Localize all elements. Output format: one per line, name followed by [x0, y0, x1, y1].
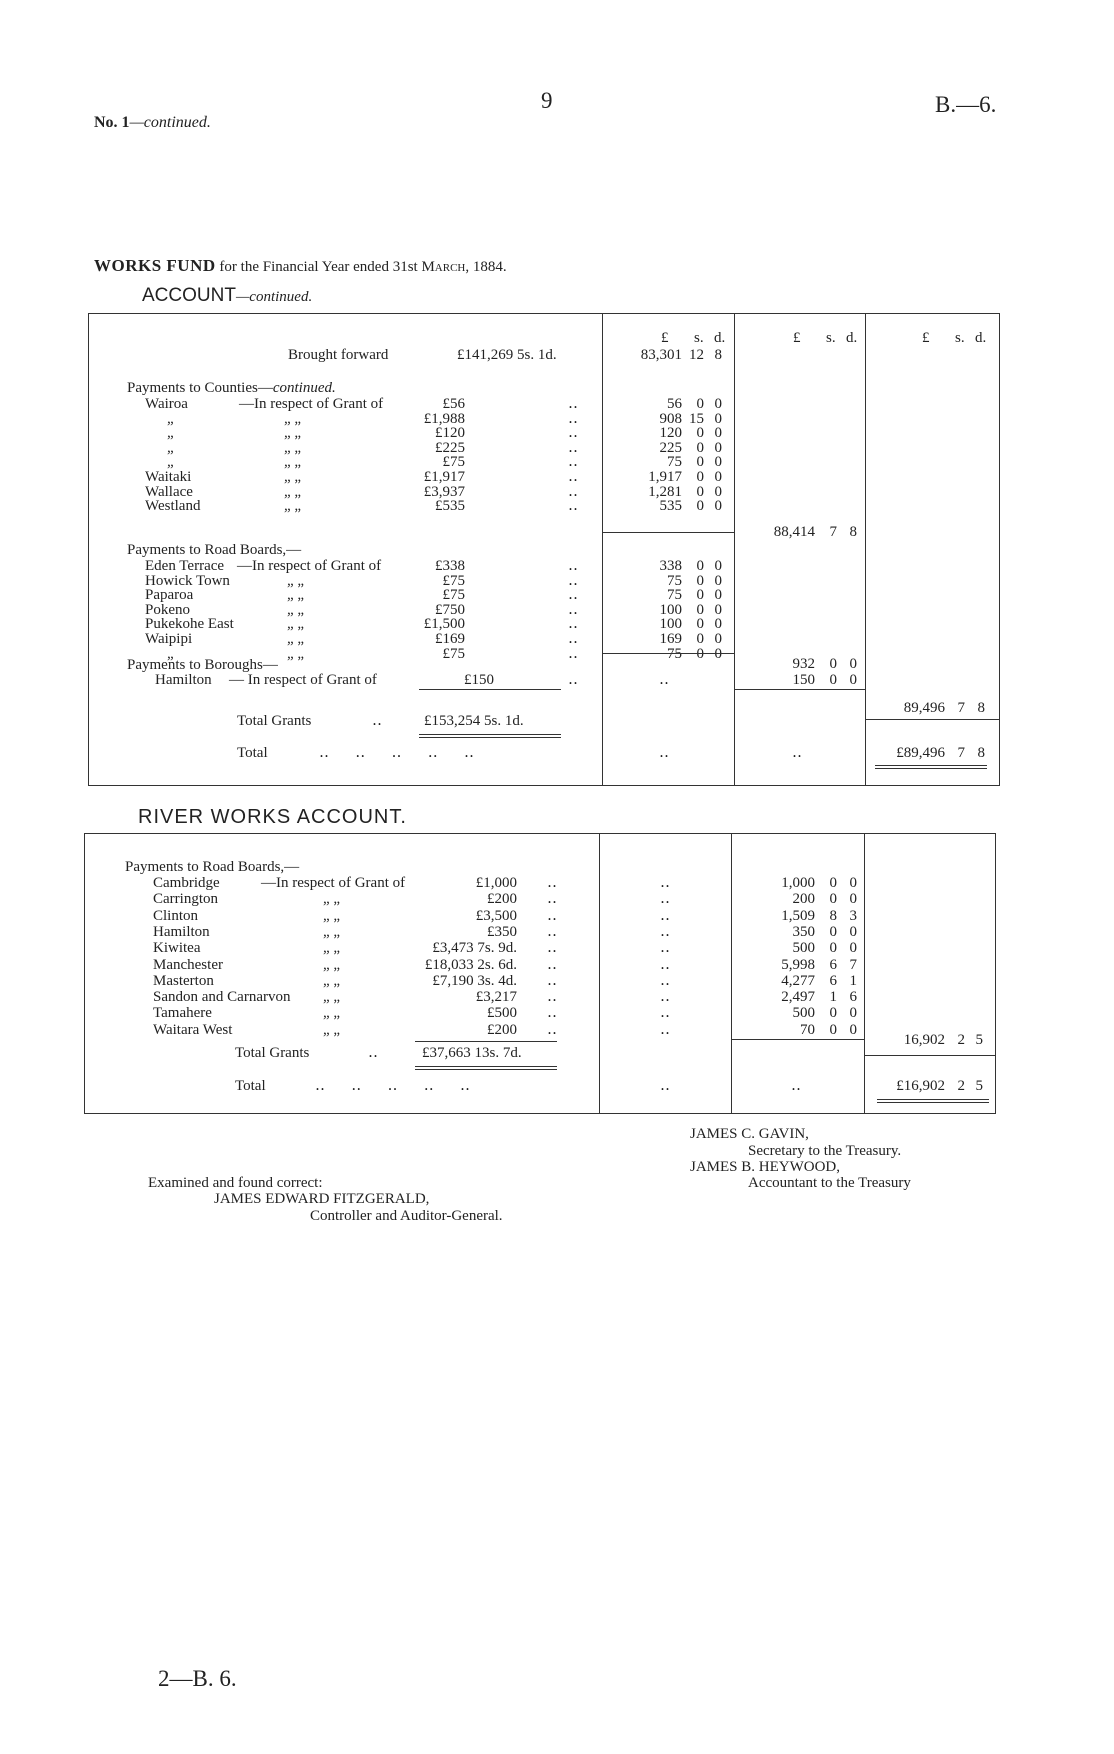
road-board-pounds: 169 — [659, 631, 682, 647]
river-row-pounds: 200 — [792, 891, 815, 908]
leader-dots: ‥ — [547, 940, 558, 957]
river-row-shillings: 0 — [829, 940, 837, 957]
river-row-grant: £200 — [487, 1021, 517, 1038]
grand-col3-pounds: 89,496 — [903, 700, 945, 716]
river-row-grant: £200 — [487, 891, 517, 908]
total-pounds: £89,496 — [896, 745, 945, 761]
total-pence: 8 — [977, 745, 985, 761]
county-pounds: 535 — [659, 498, 682, 515]
leader-dots: ‥ — [372, 713, 383, 729]
river-row-name: Tamahere — [153, 1005, 212, 1022]
county-respect: „ „ — [284, 469, 302, 485]
leader-dots: ‥ — [547, 1021, 558, 1038]
county-name: Wallace — [145, 483, 193, 500]
brought-forward-pounds: 83,301 — [640, 347, 682, 363]
borough-grant: £150 — [464, 672, 494, 688]
borough-name: Hamilton — [155, 672, 212, 688]
river-row-grant: £500 — [487, 1005, 517, 1022]
river-row-name: Clinton — [153, 907, 199, 924]
river-row-pounds: 350 — [792, 923, 815, 940]
road-board-shillings: 0 — [696, 558, 704, 574]
road-board-respect: „ „ — [287, 572, 305, 589]
road-board-pence: 0 — [714, 558, 722, 574]
river-row-respect: „ „ — [323, 1005, 341, 1022]
county-shillings: 0 — [696, 483, 704, 500]
works-fund-title-rest: for the Financial Year ended 31st — [215, 259, 422, 275]
leader-dots: ‥ — [660, 907, 671, 924]
borough-respect: — In respect of Grant of — [229, 672, 377, 688]
county-grant: £75 — [442, 454, 465, 471]
gavin-title: Secretary to the Treasury. — [748, 1143, 902, 1159]
river-row-respect: „ „ — [323, 1021, 341, 1038]
county-pounds: 908 — [659, 410, 682, 427]
river-col2-rule — [732, 1039, 864, 1040]
river-row-pence: 0 — [849, 1005, 857, 1022]
river-row-pounds: 70 — [800, 1021, 815, 1038]
road-board-pounds: 100 — [659, 616, 682, 633]
leader-dots: ‥ — [660, 956, 671, 973]
counties-heading-text: Payments to Counties— — [127, 380, 273, 396]
leader-dots: ‥ — [659, 745, 670, 761]
road-board-name: Eden Terrace — [145, 558, 225, 574]
examined-label: Examined and found correct: — [148, 1175, 323, 1191]
river-row-shillings: 0 — [829, 875, 837, 891]
leader-dots: ‥ — [568, 616, 579, 633]
brought-forward-shillings: 12 — [689, 347, 704, 363]
river-row-respect: „ „ — [323, 923, 341, 940]
leader-dots: ‥ — [660, 1078, 671, 1094]
county-pounds: 1,281 — [648, 483, 682, 500]
road-boards-subtotal-rule — [603, 653, 734, 654]
col2-header-s: s. — [826, 330, 836, 346]
leader-dots: ‥ — [568, 469, 579, 485]
road-board-shillings: 0 — [696, 587, 704, 604]
river-row-pounds: 1,509 — [781, 907, 815, 924]
road-board-grant: £75 — [442, 572, 465, 589]
col-divider — [731, 833, 732, 1113]
col2-header-pound: £ — [793, 330, 801, 346]
road-board-pounds: 100 — [659, 601, 682, 618]
road-board-name: Pukekohe East — [145, 616, 234, 633]
leader-dots: ‥ — [547, 923, 558, 940]
col-divider — [599, 833, 600, 1113]
account-title-text: ACCOUNT — [142, 285, 236, 306]
river-row-pence: 0 — [849, 875, 857, 891]
grants-rule — [419, 689, 561, 690]
river-total-grants-label: Total Grants — [235, 1045, 310, 1061]
road-board-pounds: 338 — [659, 558, 682, 574]
road-board-grant: £750 — [435, 601, 465, 618]
river-col3-pence: 5 — [975, 1032, 983, 1048]
river-row-name: Hamilton — [153, 923, 210, 940]
leader-dots: ‥ — [547, 972, 558, 989]
river-top-rule — [85, 833, 995, 834]
road-board-respect: —In respect of Grant of — [237, 558, 382, 574]
boroughs-heading: Payments to Boroughs— — [127, 657, 278, 673]
leader-dots: ‥ — [568, 396, 579, 412]
road-board-shillings: 0 — [696, 645, 704, 662]
total-grants-value: £153,254 5s. 1d. — [424, 713, 524, 729]
road-board-shillings: 0 — [696, 601, 704, 618]
road-board-name: Waipipi — [145, 631, 193, 647]
river-works-table — [84, 833, 996, 1114]
river-row-respect: „ „ — [323, 989, 341, 1006]
brought-forward-pence: 8 — [714, 347, 722, 363]
leader-dots: ‥ ‥ ‥ ‥ ‥ — [315, 1078, 471, 1094]
county-respect: „ „ — [284, 454, 302, 471]
river-row-grant: £3,473 7s. 9d. — [432, 940, 517, 957]
river-row-pounds: 1,000 — [781, 875, 815, 891]
county-pence: 0 — [714, 469, 722, 485]
county-shillings: 0 — [696, 498, 704, 515]
road-board-name: Paparoa — [145, 587, 194, 604]
county-pence: 0 — [714, 410, 722, 427]
col1-header-d: d. — [714, 330, 726, 346]
county-shillings: 0 — [696, 396, 704, 412]
river-total-pence: 5 — [975, 1078, 983, 1094]
county-name: „ — [167, 439, 174, 456]
page-number: 9 — [541, 88, 553, 113]
river-row-shillings: 0 — [829, 1021, 837, 1038]
river-row-pence: 0 — [849, 923, 857, 940]
leader-dots: ‥ — [660, 923, 671, 940]
road-board-grant: £75 — [442, 587, 465, 604]
total-grants-double-rule — [419, 734, 561, 738]
leader-dots: ‥ — [660, 891, 671, 908]
county-respect: „ „ — [284, 425, 302, 442]
road-board-pence: 0 — [714, 587, 722, 604]
leader-dots: ‥ — [660, 1005, 671, 1022]
leader-dots: ‥ — [547, 956, 558, 973]
leader-dots: ‥ — [547, 989, 558, 1006]
counties-total-shillings: 7 — [829, 524, 837, 540]
river-row-shillings: 8 — [829, 907, 837, 924]
borough-pounds: 150 — [792, 672, 815, 688]
col3-header-d: d. — [975, 330, 987, 346]
county-grant: £1,917 — [423, 469, 465, 485]
works-fund-title-year: , 1884. — [465, 259, 507, 275]
works-fund-title — [94, 256, 507, 276]
road-board-shillings: 0 — [696, 631, 704, 647]
leader-dots: ‥ — [568, 425, 579, 442]
col1-header-pound: £ — [661, 330, 669, 346]
fitzgerald-title: Controller and Auditor-General. — [310, 1208, 503, 1224]
leader-dots: ‥ — [368, 1045, 379, 1061]
leader-dots: ‥ — [660, 940, 671, 957]
works-fund-title-month: March — [421, 259, 466, 275]
river-row-grant: £18,033 2s. 6d. — [424, 956, 517, 973]
road-board-respect: „ „ — [287, 631, 305, 647]
counties-total-pence: 8 — [849, 524, 857, 540]
footer-code: 2—B. 6. — [158, 1666, 237, 1691]
river-total-grants-value: £37,663 13s. 7d. — [422, 1045, 522, 1061]
county-pounds: 75 — [667, 454, 682, 471]
leader-dots: ‥ — [660, 875, 671, 891]
river-works-title: RIVER WORKS ACCOUNT. — [138, 806, 407, 828]
continued-label — [94, 114, 211, 132]
total-double-rule — [875, 765, 987, 769]
river-grants-double-rule — [415, 1066, 557, 1070]
leader-dots: ‥ — [568, 558, 579, 574]
leader-dots: ‥ — [568, 601, 579, 618]
county-respect: „ „ — [284, 483, 302, 500]
leader-dots: ‥ — [568, 483, 579, 500]
river-row-respect: —In respect of Grant of — [261, 875, 406, 891]
road-board-shillings: 0 — [696, 616, 704, 633]
continued-no: No. 1 — [94, 114, 130, 131]
county-name: Westland — [145, 498, 201, 515]
county-respect: —In respect of Grant of — [239, 396, 384, 412]
river-total-double-rule — [877, 1099, 989, 1103]
leader-dots: ‥ — [659, 672, 670, 688]
continued-word: —continued. — [129, 114, 211, 131]
col2-header-d: d. — [846, 330, 858, 346]
works-fund-title-bold: WORKS FUND — [94, 256, 216, 275]
leader-dots: ‥ — [547, 875, 558, 891]
road-board-grant: £338 — [435, 558, 465, 574]
leader-dots: ‥ — [547, 907, 558, 924]
account-title — [142, 285, 312, 307]
heywood-name: JAMES B. HEYWOOD, — [690, 1159, 840, 1175]
county-shillings: 15 — [689, 410, 704, 427]
river-row-name: Manchester — [153, 956, 223, 973]
county-pence: 0 — [714, 439, 722, 456]
total-grants-label: Total Grants — [237, 713, 312, 729]
leader-dots: ‥ — [547, 891, 558, 908]
road-board-respect: „ „ — [287, 645, 305, 662]
road-board-respect: „ „ — [287, 616, 305, 633]
leader-dots: ‥ — [568, 439, 579, 456]
col-divider — [864, 833, 865, 1113]
brought-forward-label: Brought forward — [288, 347, 389, 363]
county-name: „ — [167, 425, 174, 442]
road-board-pence: 0 — [714, 572, 722, 589]
col3-total-rule — [866, 719, 999, 720]
col2-total-rule — [735, 689, 865, 690]
road-boards-total-pounds: 932 — [792, 656, 815, 672]
road-boards-total-pence: 0 — [849, 656, 857, 672]
county-shillings: 0 — [696, 469, 704, 485]
county-pounds: 1,917 — [648, 469, 682, 485]
river-row-pounds: 500 — [792, 940, 815, 957]
county-grant: £120 — [435, 425, 465, 442]
road-board-pence: 0 — [714, 616, 722, 633]
river-row-pounds: 2,497 — [781, 989, 815, 1006]
leader-dots: ‥ — [568, 410, 579, 427]
road-board-pounds: 75 — [667, 587, 682, 604]
county-pence: 0 — [714, 498, 722, 515]
river-row-pence: 0 — [849, 1021, 857, 1038]
county-grant: £3,937 — [423, 483, 465, 500]
counties-heading-continued: continued. — [272, 380, 336, 396]
total-shillings: 7 — [957, 745, 965, 761]
col1-header-s: s. — [694, 330, 704, 346]
col-divider — [865, 314, 866, 785]
leader-dots: ‥ — [660, 972, 671, 989]
leader-dots: ‥ — [568, 645, 579, 662]
leader-dots: ‥ — [568, 631, 579, 647]
borough-pence: 0 — [849, 672, 857, 688]
river-row-pence: 0 — [849, 891, 857, 908]
heywood-title: Accountant to the Treasury — [748, 1175, 911, 1191]
gavin-name: JAMES C. GAVIN, — [690, 1126, 809, 1142]
county-pounds: 225 — [659, 439, 682, 456]
road-board-name: Howick Town — [145, 572, 230, 589]
river-row-shillings: 6 — [829, 972, 837, 989]
county-pounds: 56 — [667, 396, 682, 412]
leader-dots: ‥ — [568, 498, 579, 515]
county-name: „ — [167, 410, 174, 427]
river-row-name: Waitara West — [153, 1021, 233, 1038]
county-grant: £56 — [442, 396, 465, 412]
river-row-pence: 1 — [849, 972, 857, 989]
river-row-pence: 6 — [849, 989, 857, 1006]
river-row-shillings: 0 — [829, 1005, 837, 1022]
river-row-pounds: 4,277 — [781, 972, 815, 989]
county-grant: £225 — [435, 439, 465, 456]
road-board-pounds: 75 — [667, 645, 682, 662]
road-board-pounds: 75 — [667, 572, 682, 589]
river-row-name: Masterton — [153, 972, 214, 989]
works-fund-table — [88, 313, 1000, 786]
road-boards-heading: Payments to Road Boards,— — [127, 542, 302, 558]
river-row-grant: £350 — [487, 923, 517, 940]
borough-shillings: 0 — [829, 672, 837, 688]
river-total-pounds: £16,902 — [896, 1078, 945, 1094]
county-shillings: 0 — [696, 439, 704, 456]
river-row-name: Carrington — [153, 891, 218, 908]
leader-dots: ‥ — [791, 1078, 802, 1094]
county-pence: 0 — [714, 396, 722, 412]
river-grants-rule — [415, 1041, 557, 1042]
river-row-pence: 3 — [849, 907, 857, 924]
brought-forward-grant: £141,269 5s. 1d. — [457, 347, 557, 363]
counties-subtotal-rule — [603, 532, 734, 533]
river-row-pence: 7 — [849, 956, 857, 973]
river-row-pence: 0 — [849, 940, 857, 957]
col-divider — [602, 314, 603, 785]
county-name: Waitaki — [145, 469, 192, 485]
river-row-name: Cambridge — [153, 875, 220, 891]
leader-dots: ‥ — [660, 989, 671, 1006]
leader-dots: ‥ — [792, 745, 803, 761]
col-divider — [734, 314, 735, 785]
river-row-grant: £3,500 — [475, 907, 517, 924]
river-row-respect: „ „ — [323, 940, 341, 957]
river-col3-rule — [865, 1055, 995, 1056]
river-row-name: Sandon and Carnarvon — [153, 989, 291, 1006]
river-row-shillings: 1 — [829, 989, 837, 1006]
county-shillings: 0 — [696, 454, 704, 471]
total-label: Total — [237, 745, 268, 761]
grand-col3-shillings: 7 — [957, 700, 965, 716]
river-row-grant: £1,000 — [475, 875, 517, 891]
county-name: „ — [167, 454, 174, 471]
fitzgerald-name: JAMES EDWARD FITZGERALD, — [214, 1191, 430, 1207]
river-row-shillings: 0 — [829, 923, 837, 940]
river-row-name: Kiwitea — [153, 940, 201, 957]
counties-total-pounds: 88,414 — [773, 524, 815, 540]
river-heading: Payments to Road Boards,— — [125, 859, 300, 875]
leader-dots: ‥ — [547, 1005, 558, 1022]
leader-dots: ‥ — [660, 1021, 671, 1038]
road-board-grant: £75 — [442, 645, 465, 662]
road-board-name: „ — [167, 645, 174, 662]
leader-dots: ‥ — [568, 672, 579, 688]
river-total-shillings: 2 — [957, 1078, 965, 1094]
county-pounds: 120 — [659, 425, 682, 442]
river-row-respect: „ „ — [323, 907, 341, 924]
river-total-label: Total — [235, 1078, 266, 1094]
county-name: Wairoa — [145, 396, 188, 412]
road-board-respect: „ „ — [287, 587, 305, 604]
road-board-pence: 0 — [714, 601, 722, 618]
county-respect: „ „ — [284, 498, 302, 515]
col3-header-pound: £ — [922, 330, 930, 346]
river-row-shillings: 6 — [829, 956, 837, 973]
county-pence: 0 — [714, 454, 722, 471]
road-board-shillings: 0 — [696, 572, 704, 589]
county-grant: £1,988 — [423, 410, 465, 427]
leader-dots: ‥ — [568, 587, 579, 604]
col3-header-s: s. — [955, 330, 965, 346]
road-board-pence: 0 — [714, 645, 722, 662]
county-pence: 0 — [714, 483, 722, 500]
road-board-grant: £1,500 — [423, 616, 465, 633]
road-board-grant: £169 — [435, 631, 465, 647]
leader-dots: ‥ — [568, 454, 579, 471]
river-row-shillings: 0 — [829, 891, 837, 908]
county-shillings: 0 — [696, 425, 704, 442]
leader-dots: ‥ ‥ ‥ ‥ ‥ — [319, 745, 475, 761]
grand-col3-pence: 8 — [977, 700, 985, 716]
road-boards-total-shillings: 0 — [829, 656, 837, 672]
account-title-continued: —continued. — [235, 289, 313, 305]
river-row-respect: „ „ — [323, 956, 341, 973]
river-row-pounds: 500 — [792, 1005, 815, 1022]
river-row-pounds: 5,998 — [781, 956, 815, 973]
river-row-respect: „ „ — [323, 891, 341, 908]
county-respect: „ „ — [284, 439, 302, 456]
road-board-pence: 0 — [714, 631, 722, 647]
county-grant: £535 — [435, 498, 465, 515]
road-board-respect: „ „ — [287, 601, 305, 618]
county-respect: „ „ — [284, 410, 302, 427]
counties-heading — [127, 380, 336, 396]
river-row-grant: £3,217 — [475, 989, 517, 1006]
county-pence: 0 — [714, 425, 722, 442]
leader-dots: ‥ — [568, 572, 579, 589]
river-col3-pounds: 16,902 — [903, 1032, 945, 1048]
river-col3-shillings: 2 — [957, 1032, 965, 1048]
river-row-grant: £7,190 3s. 4d. — [432, 972, 517, 989]
document-code: B.—6. — [935, 92, 997, 117]
river-row-respect: „ „ — [323, 972, 341, 989]
road-board-name: Pokeno — [145, 601, 190, 618]
